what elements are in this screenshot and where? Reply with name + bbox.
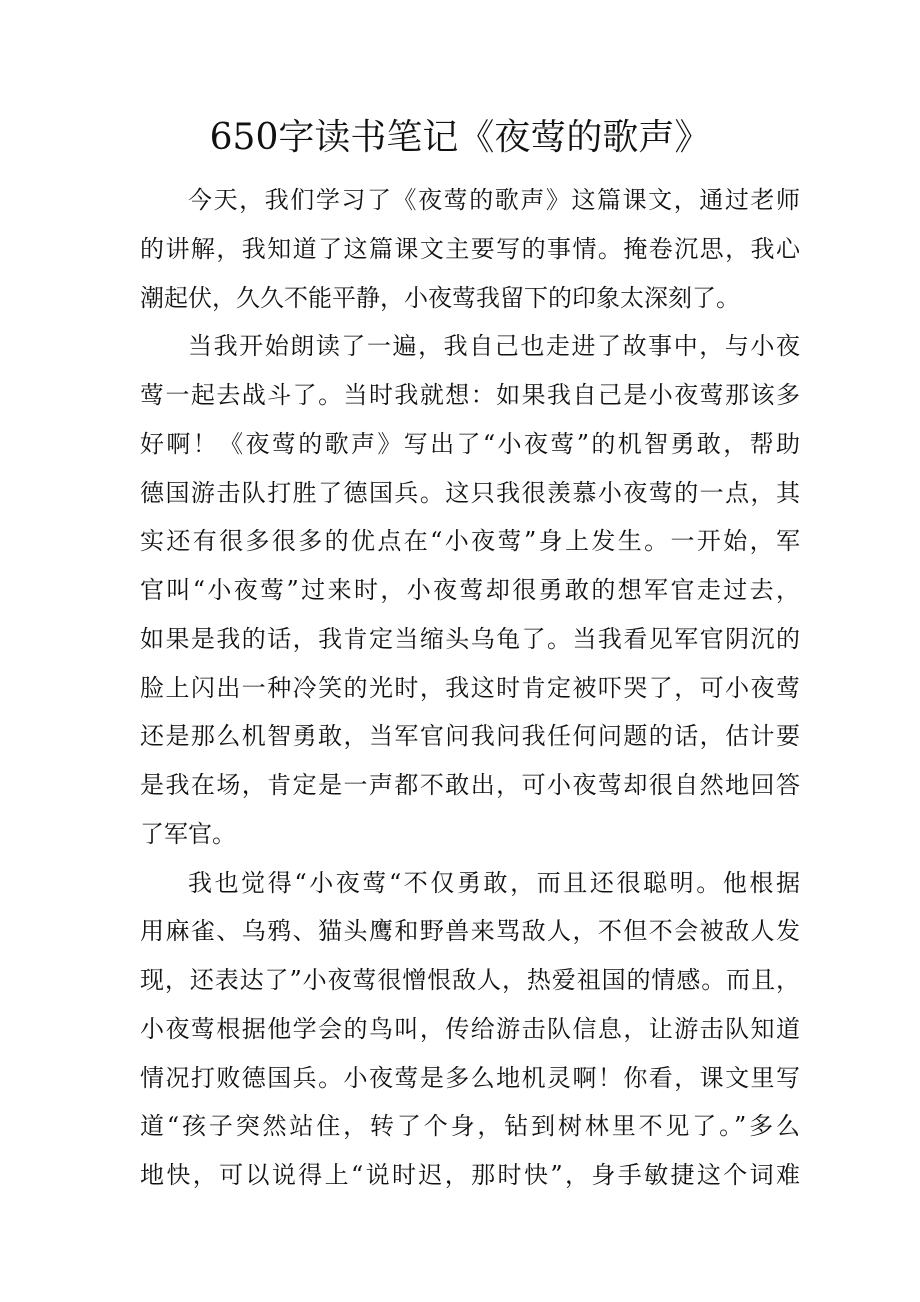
text-line: 道“孩子突然站住，转了个身，钻到树林里不见了。”多么: [140, 1112, 800, 1141]
text-line: 好啊！《夜莺的歌声》写出了“小夜莺”的机智勇敢，帮助: [140, 429, 800, 458]
document-body: [140, 176, 800, 1200]
text-line: 当我开始朗读了一遍，我自己也走进了故事中，与小夜: [188, 332, 800, 361]
text-line: 德国游击队打胜了德国兵。这只我很羡慕小夜莺的一点，其: [140, 478, 800, 507]
text-line: 小夜莺根据他学会的鸟叫，传给游击队信息，让游击队知道: [140, 1014, 800, 1043]
text-line: 官叫“小夜莺”过来时，小夜莺却很勇敢的想军官走过去，: [140, 576, 800, 604]
text-line: 现，还表达了”小夜莺很憎恨敌人，热爱祖国的情感。而且，: [140, 966, 800, 994]
text-line: 潮起伏，久久不能平静，小夜莺我留下的印象太深刻了。: [140, 283, 740, 312]
text-line: 我也觉得“小夜莺“不仅勇敢，而且还很聪明。他根据: [188, 868, 800, 897]
text-line: 莺一起去战斗了。当时我就想：如果我自己是小夜莺那该多: [140, 381, 800, 409]
text-line: 如果是我的话，我肯定当缩头乌龟了。当我看见军官阴沉的: [140, 624, 800, 653]
text-line: 情况打败德国兵。小夜莺是多么地机灵啊！你看，课文里写: [140, 1063, 800, 1092]
text-line: 今天，我们学习了《夜莺的歌声》这篇课文，通过老师: [188, 186, 800, 214]
text-line: 实还有很多很多的优点在“小夜莺”身上发生。一开始，军: [140, 527, 800, 556]
text-line: 用麻雀、乌鸦、猫头鹰和野兽来骂敌人，不但不会被敌人发: [140, 917, 800, 946]
text-line: 脸上闪出一种冷笑的光时，我这时肯定被吓哭了，可小夜莺: [140, 673, 800, 702]
text-line: 的讲解，我知道了这篇课文主要写的事情。掩卷沉思，我心: [140, 234, 800, 263]
text-line: 地快，可以说得上“说时迟，那时快”，身手敏捷这个词难: [140, 1161, 800, 1189]
text-line: 了军官。: [140, 819, 236, 848]
document-title: 650字读书笔记《夜莺的歌声》: [209, 117, 711, 158]
text-line: 是我在场，肯定是一声都不敢出，可小夜莺却很自然地回答: [140, 771, 800, 799]
text-line: 还是那么机智勇敢，当军官问我问我任何问题的话，估计要: [140, 722, 800, 751]
